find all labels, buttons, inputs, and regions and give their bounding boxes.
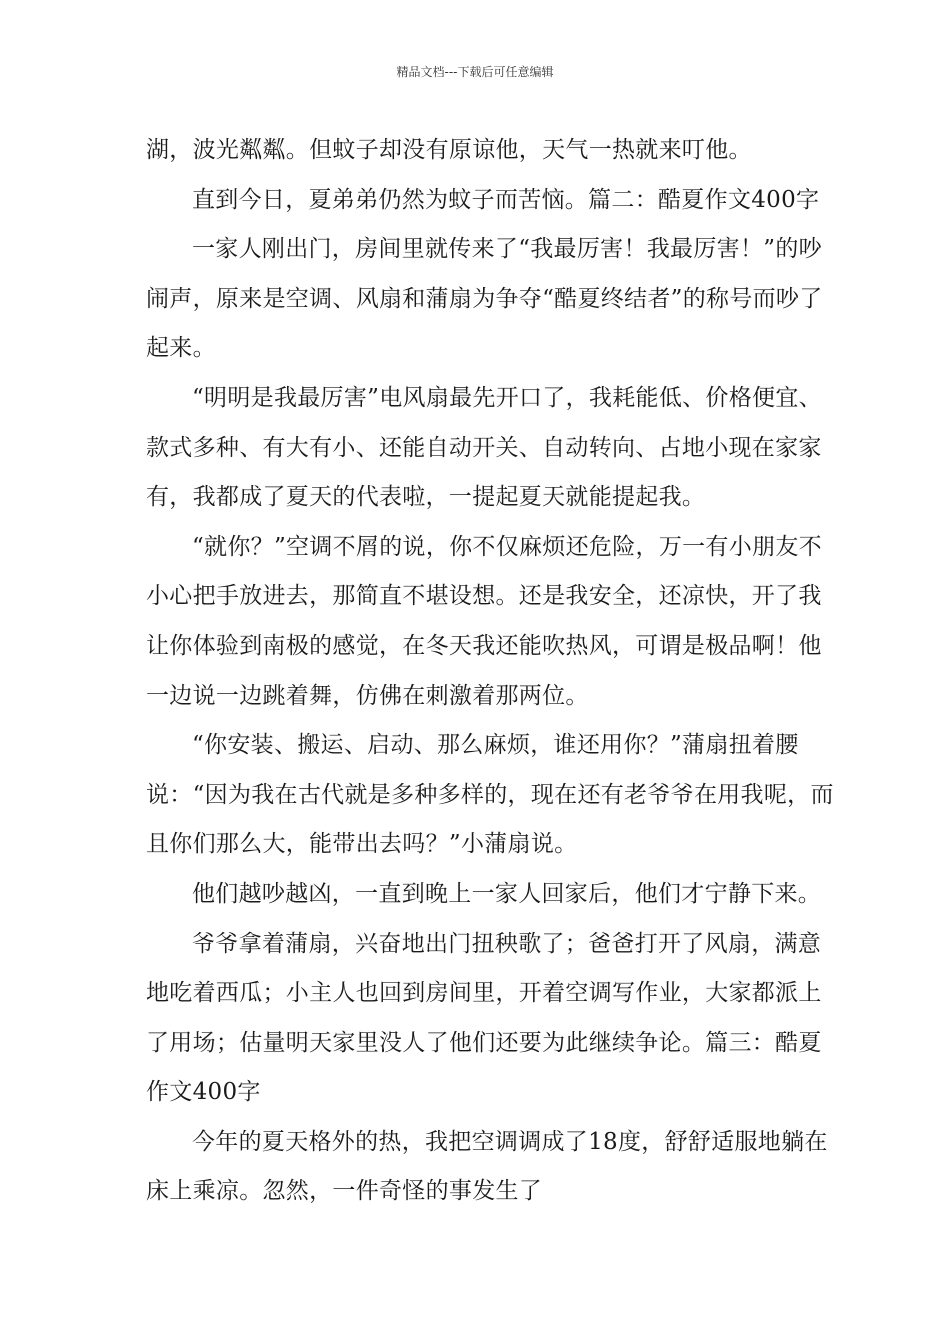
paragraph-9: 今年的夏天格外的热，我把空调调成了18度，舒舒适服地躺在床上乘凉。忽然，一件奇怪的事发生了 [146,1128,828,1205]
paragraph-5: “就你？”空调不屑的说，你不仅麻烦还危险，万一有小朋友不小心把手放进去，那简直不堪设想。还是我安全，还凉快，开了我让你体验到南极的感觉，在冬天我还能吹热风，可谓是极品啊！他一边说一边跳着舞，仿佛在刺激着那两位。 [146,533,822,709]
paragraph-6: “你安装、搬运、启动、那么麻烦，谁还用你？”蒲扇扭着腰说：“因为我在古代就是多种多样的，现在还有老爷爷在用我呢，而且你们那么大，能带出去吗？”小蒲扇说。 [146,732,834,858]
document-body [146,126,834,1217]
paragraph-1: 湖，波光粼粼。但蚊子却没有原谅他，天气一热就来叮他。 [146,137,752,163]
paragraph-2: 直到今日，夏弟弟仍然为蚊子而苦恼。篇二：酷夏作文400字 [192,186,820,213]
paragraph-7: 他们越吵越凶，一直到晚上一家人回家后，他们才宁静下来。 [192,880,822,907]
paragraph-4: “明明是我最厉害”电风扇最先开口了，我耗能低、价格便宜、款式多种、有大有小、还能自动开关、自动转向、占地小现在家家有，我都成了夏天的代表啦，一提起夏天就能提起我。 [146,384,822,511]
page-header: 精品文档---下载后可任意编辑 [396,65,554,79]
paragraph-8: 爷爷拿着蒲扇，兴奋地出门扭秧歌了；爸爸打开了风扇，满意地吃着西瓜；小主人也回到房间里，开着空调写作业，大家都派上了用场；估量明天家里没人了他们还要为此继续争论。篇三：酷夏作文400字 [146,930,822,1106]
paragraph-3: 一家人刚出门，房间里就传来了“我最厉害！我最厉害！”的吵闹声，原来是空调、风扇和蒲扇为争夺“酷夏终结者”的称号而吵了起来。 [146,236,823,362]
